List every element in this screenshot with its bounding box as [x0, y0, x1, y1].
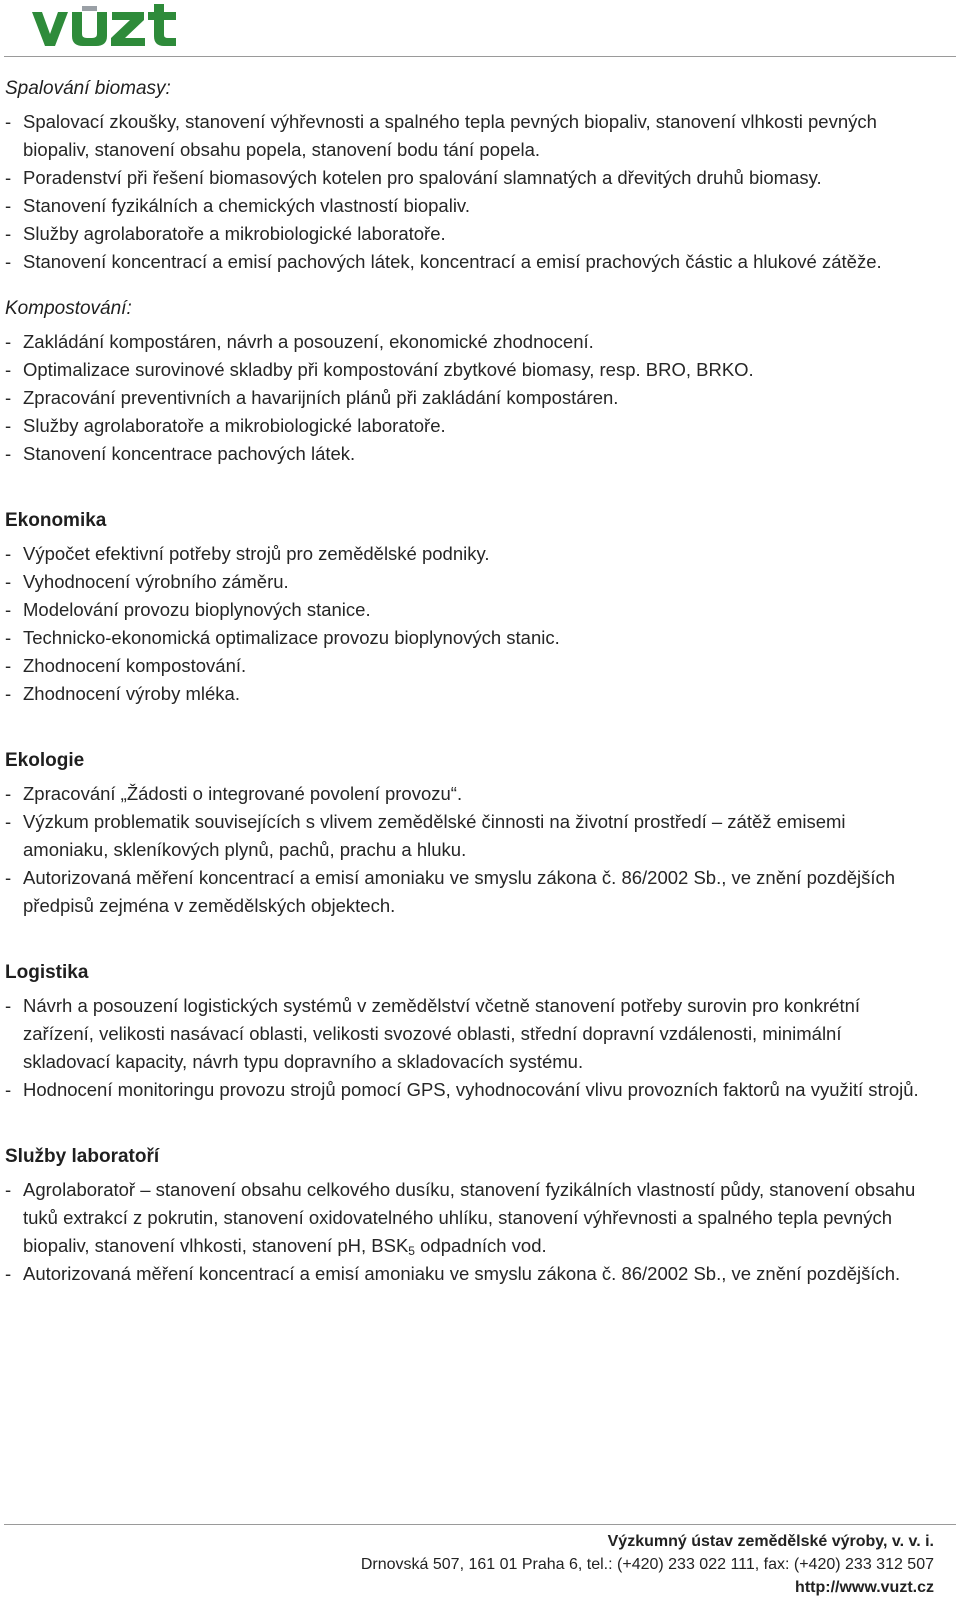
- list-item: - Vyhodnocení výrobního záměru.: [5, 568, 925, 596]
- bullet-list: [5, 328, 925, 468]
- footer-divider: [4, 1524, 956, 1525]
- list-item: [5, 1176, 925, 1260]
- list-item: - Autorizovaná měření koncentrací a emisí amoniaku ve smyslu zákona č. 86/2002 Sb., ve znění pozdějších předpisů zejména v zemědělských objektech.: [5, 864, 925, 920]
- subscript: 5: [408, 1244, 415, 1258]
- section-heading: Služby laboratoří: [5, 1146, 160, 1167]
- footer-organization: Výzkumný ústav zemědělské výroby, v. v. i.: [607, 1533, 934, 1550]
- list-item: - Zpracování „Žádosti o integrované povolení provozu“.: [5, 780, 925, 808]
- list-item: - Optimalizace surovinové skladby při kompostování zbytkové biomasy, resp. BRO, BRKO.: [5, 356, 925, 384]
- section-heading: Spalování biomasy:: [5, 78, 171, 99]
- list-item: - Zpracování preventivních a havarijních plánů při zakládání kompostáren.: [5, 384, 925, 412]
- list-item-text: odpadních vod.: [414, 1235, 547, 1256]
- list-item: - Technicko-ekonomická optimalizace provozu bioplynových stanic.: [5, 624, 925, 652]
- section-heading: Kompostování:: [5, 298, 132, 319]
- list-item: - Stanovení fyzikálních a chemických vlastností biopaliv.: [5, 192, 925, 220]
- list-item: - Služby agrolaboratoře a mikrobiologické laboratoře.: [5, 412, 925, 440]
- section-ekonomika: [5, 506, 925, 708]
- section-heading: Ekonomika: [5, 510, 107, 531]
- bullet-list: [5, 780, 925, 920]
- list-item: - Autorizovaná měření koncentrací a emisí amoniaku ve smyslu zákona č. 86/2002 Sb., ve znění pozdějších.: [5, 1260, 925, 1288]
- page-footer: [361, 1530, 934, 1599]
- list-item: - Spalovací zkoušky, stanovení výhřevnosti a spalného tepla pevných biopaliv, stanovení vlhkosti pevných biopaliv, stanovení obsahu popela, stanovení bodu tání popela.: [5, 108, 925, 164]
- section-heading: Ekologie: [5, 750, 85, 771]
- section-spalovani-biomasy: [5, 74, 925, 276]
- section-heading: Logistika: [5, 962, 89, 983]
- vuzt-logo: [30, 4, 190, 50]
- list-item: - Zakládání kompostáren, návrh a posouzení, ekonomické zhodnocení.: [5, 328, 925, 356]
- list-item-text: Agrolaboratoř – stanovení obsahu celkového dusíku, stanovení fyzikálních vlastností půdy, stanovení obsahu tuků extrakcí z pokrutin, stanovení oxidovatelného uhlíku, stanovení výhřevnosti a spalného tepla pevných biopaliv, stanovení vlhkosti, stanovení pH, BSK: [23, 1179, 916, 1256]
- section-sluzby-laboratori: [5, 1142, 925, 1288]
- list-item: - Poradenství při řešení biomasových kotelen pro spalování slamnatých a dřevitých druhů biomasy.: [5, 164, 925, 192]
- footer-address: Drnovská 507, 161 01 Praha 6, tel.: (+420) 233 022 111, fax: (+420) 233 312 507: [360, 1556, 934, 1573]
- section-logistika: [5, 958, 925, 1104]
- document-content: [5, 74, 925, 1288]
- list-item: - Stanovení koncentrací a emisí pachových látek, koncentrací a emisí prachových částic a hlukové zátěže.: [5, 248, 925, 276]
- list-item: - Výzkum problematik souvisejících s vlivem zemědělské činnosti na životní prostředí – zátěž emisemi amoniaku, skleníkových plynů, pachů, prachu a hluku.: [5, 808, 925, 864]
- list-item: - Služby agrolaboratoře a mikrobiologické laboratoře.: [5, 220, 925, 248]
- footer-website-link[interactable]: http://www.vuzt.cz: [795, 1579, 934, 1596]
- bullet-list: [5, 108, 925, 276]
- list-item: - Zhodnocení kompostování.: [5, 652, 925, 680]
- list-item: - Stanovení koncentrace pachových látek.: [5, 440, 925, 468]
- list-item: - Návrh a posouzení logistických systémů v zemědělství včetně stanovení potřeby surovin pro konkrétní zařízení, velikosti nasávací oblasti, velikosti svozové oblasti, střední dopravní vzdálenosti, minimální skladovací kapacity, návrh typu dopravního a skladovacích systému.: [5, 992, 925, 1076]
- section-kompostovani: [5, 294, 925, 468]
- bullet-list: [5, 1176, 925, 1288]
- list-item: - Hodnocení monitoringu provozu strojů pomocí GPS, vyhodnocování vlivu provozních faktorů na využití strojů.: [5, 1076, 925, 1104]
- list-item: - Výpočet efektivní potřeby strojů pro zemědělské podniky.: [5, 540, 925, 568]
- section-ekologie: [5, 746, 925, 920]
- bullet-list: [5, 992, 925, 1104]
- list-item: - Zhodnocení výroby mléka.: [5, 680, 925, 708]
- list-item: - Modelování provozu bioplynových stanice.: [5, 596, 925, 624]
- bullet-list: [5, 540, 925, 708]
- header-divider: [4, 56, 956, 57]
